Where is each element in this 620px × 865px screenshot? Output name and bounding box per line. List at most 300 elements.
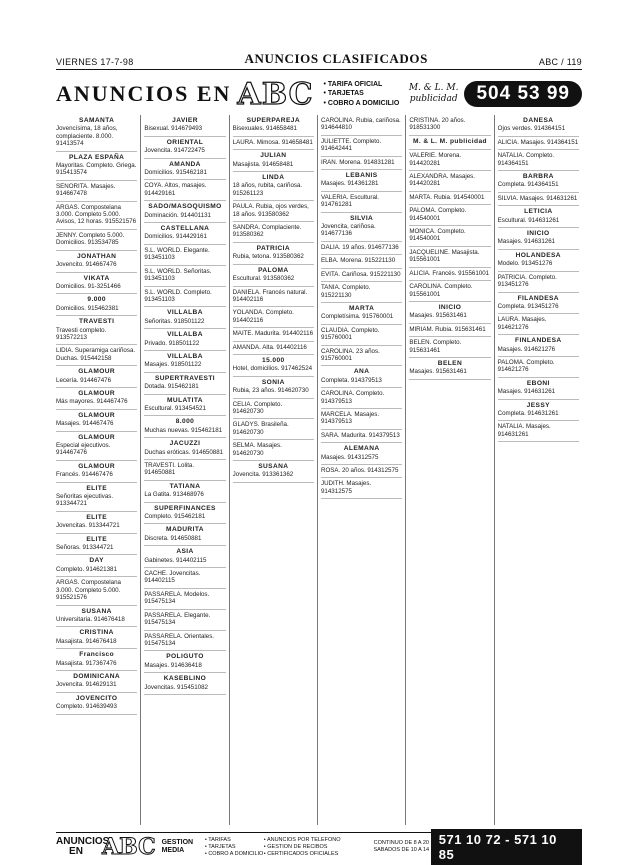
ad-body: ELBA. Morena. 915221130 [320,257,396,265]
ad-heading: PLAZA ESPAÑA [68,153,125,161]
classified-ad [144,460,225,481]
gestion-line: GESTION [161,839,194,846]
classified-ad [409,115,490,136]
ad-heading: SUPERPAREJA [246,117,301,124]
ad-heading: PALOMA [258,266,289,274]
classified-ad [321,325,402,346]
classified-ad [233,399,314,420]
ad-heading: ASIA [176,548,194,556]
ad-heading: ELITE [86,513,107,521]
classified-ad [144,137,225,159]
classified-ad [498,250,579,272]
ad-heading: INICIO [527,230,550,238]
ad-body: Masajista. 914658481 [232,160,294,168]
banner-feature: • TARIFA OFICIAL [323,80,383,88]
classified-ad [144,568,225,589]
ad-body: JENNY. Completo 5.000. Domicilios. 913534785 [56,231,125,247]
classified-ad [409,247,490,268]
classified-ad [56,388,137,410]
ad-heading: ELITE [86,535,107,543]
ad-body: EVITA. Cariñosa. 915221130 [320,270,401,278]
footer-option: • TARIFAS [204,836,231,843]
ad-body: CAROLINA. Rubia, cariñosa. 914644810 [320,117,401,132]
ad-body: MAITE. Madurita. 914402116 [232,330,314,338]
classified-ad [321,136,402,157]
ad-body: Masajes. 914361281 [320,180,379,188]
ad-heading: GLAMOUR [78,411,116,419]
classified-ad [56,345,137,366]
footer-service: • ANUNCIOS POR TELEFONO [263,836,341,843]
classified-ad [144,159,225,181]
ads-column [494,115,582,825]
ad-heading: 15.000 [262,356,285,364]
classified-ad [56,432,137,461]
banner-phone: 504 53 99 [464,81,582,107]
ads-column [405,115,493,825]
classified-ad [409,268,490,281]
ad-body: PASSARELA. Elegante. 915475134 [144,611,211,627]
ads-banner [56,75,582,113]
classified-ad [144,115,225,137]
classified-ad [498,357,579,378]
classified-ad [409,205,490,226]
ad-body: MARCELA. Masajes. 914379513 [320,410,380,426]
ad-body: Más mayores. 914467476 [56,398,128,406]
ad-heading: VILLALBA [167,331,203,339]
ad-body: MARTA. Rubia. 914540001 [409,193,485,201]
ad-heading: SUPERTRAVESTI [154,374,216,382]
ad-body: SARA. Madurita. 914379513 [320,431,400,439]
ad-body: JACQUELINE. Masajista. 915561001 [409,248,480,264]
ad-body: DALIA. 19 años. 914677136 [320,243,399,251]
classified-ad [409,150,490,171]
footer-gestion [162,839,201,855]
ad-body: Universitaria. 914676418 [56,615,125,623]
classified-ad [233,243,314,265]
ads-column [229,115,317,825]
classified-ad [144,201,225,223]
ad-body: S.L. WORLD. Elegante. 913451103 [144,246,210,262]
ad-heading: POLIGUTO [166,653,204,661]
classified-ad [56,202,137,230]
ad-body: CAROLINA. 23 años. 915760001 [320,347,380,362]
footer-hours-line: CONTINUO DE 8 A 20 [373,840,429,846]
ad-body: Escultural. 913454521 [144,404,206,412]
ad-body: Jovencita. 914722475 [144,147,205,155]
classified-ad [498,400,579,422]
classified-ad [56,273,137,295]
classified-ad [56,555,137,577]
classified-ad [233,461,314,483]
ad-body: Masajista. 917367476 [56,659,117,667]
classified-ad [233,307,314,328]
ad-body: Completísima. 915760001 [320,313,394,321]
classified-ad [409,136,490,150]
ad-heading: FINLANDESA [515,337,562,345]
ad-heading: SILVIA [350,214,374,222]
classified-ad [409,302,490,324]
ad-body: NATALIA. Masajes. 914631261 [497,423,551,438]
classified-ad [56,693,137,715]
ad-body: CAROLINA. Completo. 915561001 [409,283,473,298]
ad-body: 18 años, rubita, cariñosa. 915261123 [232,182,303,197]
banner-publisher [409,83,459,105]
classified-ad [56,671,137,693]
classified-ad [144,373,225,395]
footer-option: • TARJETAS [204,843,236,850]
banner-feature: • COBRO A DOMICILIO [323,99,400,107]
classified-ad [233,342,314,355]
banner-abc-logo: ABC [237,76,314,112]
classified-ad [321,346,402,367]
ad-heading: JOVENCITO [75,694,118,702]
publisher-name: M. & L. M. [408,83,459,93]
classified-ad [233,287,314,308]
ad-heading: LETICIA [524,208,553,216]
classified-ad [321,430,402,443]
classified-ad [321,465,402,478]
ad-heading: SAMANTA [79,117,115,124]
classified-ad [144,589,225,610]
footer-hours [372,840,431,854]
ad-body: ALICIA. Masajes. 914364151 [497,138,579,146]
ad-body: Escultural. 914631261 [497,216,560,224]
classified-ad [233,137,314,150]
ad-body: Dominación. 914401131 [144,211,211,219]
ad-body: Jovencitas. 915451082 [144,683,208,691]
ad-body: Muchas nuevas. 915462181 [144,426,223,434]
classified-ad [144,610,225,631]
header-rule [56,69,582,70]
ad-body: PATRICIA. Completo. 913451276 [497,273,557,289]
footer-option: • COBRO A DOMICILIO [204,850,264,857]
ad-body: YOLANDA. Completo. 914402116 [232,309,294,324]
ad-body: Jovencita. 914629131 [56,681,117,689]
publisher-tagline: publicidad [409,94,458,104]
ad-heading: GLAMOUR [78,389,116,397]
classified-ad [56,534,137,556]
ad-body: Mayoritas. Completo. Griega. 915413574 [56,162,137,177]
ad-heading: JAVIER [172,117,198,124]
ad-body: Jovencitas. 913344721 [56,522,120,530]
classified-ad [144,416,225,438]
ad-body: Privado. 918501122 [144,339,200,347]
classified-ad [56,483,137,512]
classified-ad [144,481,225,503]
ad-body: VALERIE. Morena. 914420281 [409,152,462,167]
ad-body: JULIETTE. Completo. 914642441 [320,137,382,153]
ad-body: Masajes. 914631261 [497,388,556,396]
ads-column [56,115,140,825]
ad-body: Masajista. 914676418 [56,637,117,645]
classified-columns [56,115,582,825]
ad-body: ALICIA. Francés. 915561001 [409,269,490,277]
ad-body: Completa. 913451276 [497,302,559,310]
ad-body: Rubia, 23 años. 914620730 [232,387,309,395]
ad-body: Bisexuales. 914658481 [232,125,297,133]
ad-body: PAULA. Rubia, ojos verdes, 18 años. 913580362 [232,203,309,218]
ad-body: ARGAS. Compostelana 3.000. Completo 5.000. 915521576 [56,579,121,602]
classified-ad [144,631,225,652]
classified-ad [498,421,579,442]
classified-ad [56,181,137,202]
ad-body: PALOMA. Completo. 914540001 [409,207,467,222]
classified-ad [409,281,490,302]
classified-ad [409,358,490,380]
classified-ad [144,245,225,266]
ad-heading: 8.000 [175,418,195,426]
ad-heading: ELITE [86,484,107,492]
ad-body: MIRIAM. Rubia. 915631461 [409,325,486,333]
classified-ad [498,293,579,315]
ad-body: Jovencito. 914667476 [56,261,117,269]
ad-body: ALEXANDRA. Masajes. 914420281 [409,173,475,188]
ad-body: PASSARELA. Orientales. 915475134 [144,632,215,647]
header-page: ABC / 119 [538,57,582,67]
ad-body: CACHE. Jovencitas. 914402115 [144,570,201,585]
classified-ad [498,228,579,250]
ad-heading: CASTELLANA [160,225,210,233]
ad-heading: DANESA [523,117,554,124]
ad-body: GLADYS. Brasileña. 914620730 [232,421,289,436]
ad-body: Señoritas ejecutivas. 913344721 [56,493,114,508]
classified-ad [233,115,314,137]
footer-services [264,837,372,858]
ad-heading: JACUZZI [169,440,201,448]
classified-ad [56,606,137,628]
ad-body: AMANDA. Alta. 914402116 [232,343,307,351]
ad-heading: JONATHAN [76,252,117,260]
footer-label: ANUNCIOS EN [56,836,110,857]
page-header [56,53,582,67]
ad-body: Masajes. 915631461 [409,312,467,320]
ad-body: LAURA. Mimosa. 914658481 [232,138,313,146]
banner-feature: • TARJETAS [323,90,364,98]
classified-ad [233,150,314,172]
ad-heading: JESSY [526,401,550,409]
classified-ad [233,222,314,243]
ad-body: ROSA. 20 años. 914312575 [320,467,399,474]
banner-features [324,80,400,109]
classified-ad [56,115,137,152]
ad-body: Completo. 915462181 [144,513,206,521]
classified-ad [144,266,225,287]
ad-body: SANDRA. Complaciente. 913580362 [232,224,302,239]
footer-hours-line: SABADOS DE 10 A 14 [373,847,430,853]
ad-body: S.L. WORLD. Señoritas. 913451103 [144,267,212,283]
ad-body: CRISTINA. 20 años. 918531300 [409,117,466,132]
classified-ad [498,137,579,150]
classified-ad [233,440,314,461]
classified-ad [233,377,314,399]
ad-heading: MULATITA [167,396,203,404]
ad-body: Masajes. 915631461 [409,368,467,376]
classified-ad [144,673,225,695]
ad-body: Jovencita. 913361362 [232,471,294,479]
classified-ad [498,314,579,335]
classified-ad [498,378,579,400]
classified-ad [56,366,137,388]
ad-heading: JULIAN [260,152,287,160]
ad-body: Masajes. 914631261 [497,238,556,246]
ad-body: Masajes. 914636418 [144,661,202,669]
classified-ad [56,649,137,671]
classified-ad [144,651,225,673]
ad-heading: MADURITA [166,526,204,534]
page-footer [56,832,582,861]
ad-body: Ojos verdes. 914364151 [497,125,566,133]
classified-ad [144,524,225,546]
header-date: VIERNES 17-7-98 [56,57,134,67]
footer-service: • CERTIFICADOS OFICIALES [263,850,339,857]
ad-heading: INICIO [438,303,462,311]
ad-body: SENORITA. Masajes. 914667478 [56,182,116,198]
ad-heading: GLAMOUR [78,462,116,470]
classified-ad [144,395,225,417]
ad-body: CLAUDIA. Completo. 915760001 [320,326,380,342]
footer-phones: 571 10 72 - 571 10 85 [431,829,582,865]
ad-body: CELIA. Completo. 914620730 [232,400,283,415]
classified-ad [409,192,490,205]
classified-ad [56,461,137,483]
classified-ad [321,388,402,409]
ad-heading: BARBRA [522,173,554,181]
ad-heading: SUSANA [258,463,289,470]
ad-body: Masajes. 914312575 [320,453,379,461]
classified-ad [498,193,579,206]
ad-heading: ALEMANA [343,445,380,453]
ad-body: Francés. 914467476 [56,471,113,479]
ad-body: NATALIA. Completo. 914364151 [497,152,555,167]
ad-body: JUDITH. Masajes. 914312575 [320,480,372,495]
classified-ad [498,335,579,357]
ads-column [317,115,405,825]
ad-body: La Gatita. 913468976 [144,491,204,499]
ad-body: PALOMA. Completo. 914621276 [497,358,555,374]
classified-ad [321,115,402,136]
ad-heading: DAY [89,557,104,565]
classified-ad [56,251,137,273]
ad-body: Completa. 914364151 [497,181,559,189]
ad-body: SELMA. Masajes. 914620730 [232,442,282,457]
ad-heading: EBONI [526,379,550,387]
ad-heading: 9.000 [87,296,106,304]
ad-heading: SUSANA [81,607,112,615]
classified-ad [56,577,137,605]
classified-ad [56,410,137,432]
classified-ad [233,419,314,440]
ad-heading: VIKATA [83,274,110,282]
ad-body: S.L. WORLD. Completo. 913451103 [144,288,212,303]
classified-ad [56,316,137,345]
ad-heading: SADO/MASOQUISMO [148,203,222,211]
ad-heading: SUPERFINANCES [154,504,216,512]
ad-heading: HOLANDESA [515,251,561,259]
ad-heading: FILANDESA [517,294,559,302]
classified-ad [233,355,314,377]
ad-body: Especial ejecutivos. 914467476 [56,442,111,457]
classified-ad [144,223,225,245]
classified-ad [321,255,402,268]
ad-body: Completo. 914621381 [56,565,117,573]
ad-body: DANIELA. Francés natural. 914402116 [232,288,308,303]
ad-heading: GLAMOUR [78,368,116,376]
ad-body: MONICA. Completo. 914540001 [409,228,466,243]
classified-ad [56,627,137,649]
ad-body: CAROLINA. Completo. 914379513 [320,390,385,405]
ad-body: Modelo. 913451276 [497,260,553,268]
classified-ad [498,115,579,137]
classified-ad [409,171,490,192]
footer-service: • GESTION DE RECIBOS [263,843,328,850]
classified-ad [498,206,579,228]
classified-ad [56,152,137,181]
ad-body: Rubia, tetona. 913580362 [232,253,304,261]
ad-heading: M. & L. M. publicidad [412,137,487,145]
classified-ad [321,443,402,465]
ad-body: Travesti completo. 913572213 [56,326,107,341]
classified-ad [321,170,402,192]
ad-heading: ORIENTAL [166,138,204,146]
ad-heading: DOMINICANA [73,672,121,680]
ad-heading: CRISTINA [79,629,114,637]
classified-ad [321,409,402,430]
ad-body: ARGAS. Compostelana 3.000. Completo 5.000. Avisos, 12 horas. 915521576 [56,203,137,226]
classified-ad [233,172,314,201]
ad-body: Domicilios. 915462181 [144,169,207,177]
ad-heading: VILLALBA [167,309,203,317]
classified-ad [498,150,579,171]
classified-ad [144,307,225,329]
ad-heading: TATIANA [169,482,201,490]
classified-ad [409,337,490,358]
ad-heading: AMANDA [169,160,201,168]
ad-heading: TRAVESTI [79,318,115,326]
ad-body: LIDIA. Superamiga cariñosa. Duchas. 915442158 [56,347,136,362]
ad-body: Domicilios. 915462381 [56,304,119,312]
ad-body: Domicilios. 914429161 [144,233,207,241]
ad-heading: ANA [353,368,370,376]
ad-body: Duchas eróticas. 914650881 [144,448,224,456]
ad-heading: MARTA [348,304,375,312]
ad-body: Masajes. 914621276 [497,345,556,353]
classified-ad [409,226,490,247]
classified-ad [321,303,402,325]
ad-heading: KASEBLINO [163,675,207,683]
classified-ad [321,282,402,303]
ad-body: Dotada. 915462181 [144,383,199,391]
classified-ad [321,213,402,242]
ad-body: TANIA. Completo. 915221130 [320,284,371,299]
ads-column [140,115,228,825]
ad-body: Domicilios. 91-3251466 [56,282,121,290]
ad-heading: VILLALBA [167,352,203,360]
ad-body: Señoras. 913344721 [56,544,114,552]
ad-body: SILVIA. Masajes. 914631261 [497,194,578,202]
ad-body: IRAN. Morena. 914831281 [320,158,395,166]
ad-body: Bisexual. 914679493 [144,125,203,133]
ad-heading: LINDA [262,174,285,182]
classified-ad [144,351,225,373]
ad-body: COYA. Altos, masajes. 914429161 [144,182,207,197]
ad-body: Completa. 914631261 [497,409,559,417]
ad-heading: PATRICIA [256,244,290,252]
classified-ad [144,438,225,460]
classified-ad [498,272,579,293]
classified-ad [144,180,225,201]
banner-title: ANUNCIOS EN [56,81,232,106]
ad-body: Jovencita, cariñosa. 914677136 [320,223,376,238]
